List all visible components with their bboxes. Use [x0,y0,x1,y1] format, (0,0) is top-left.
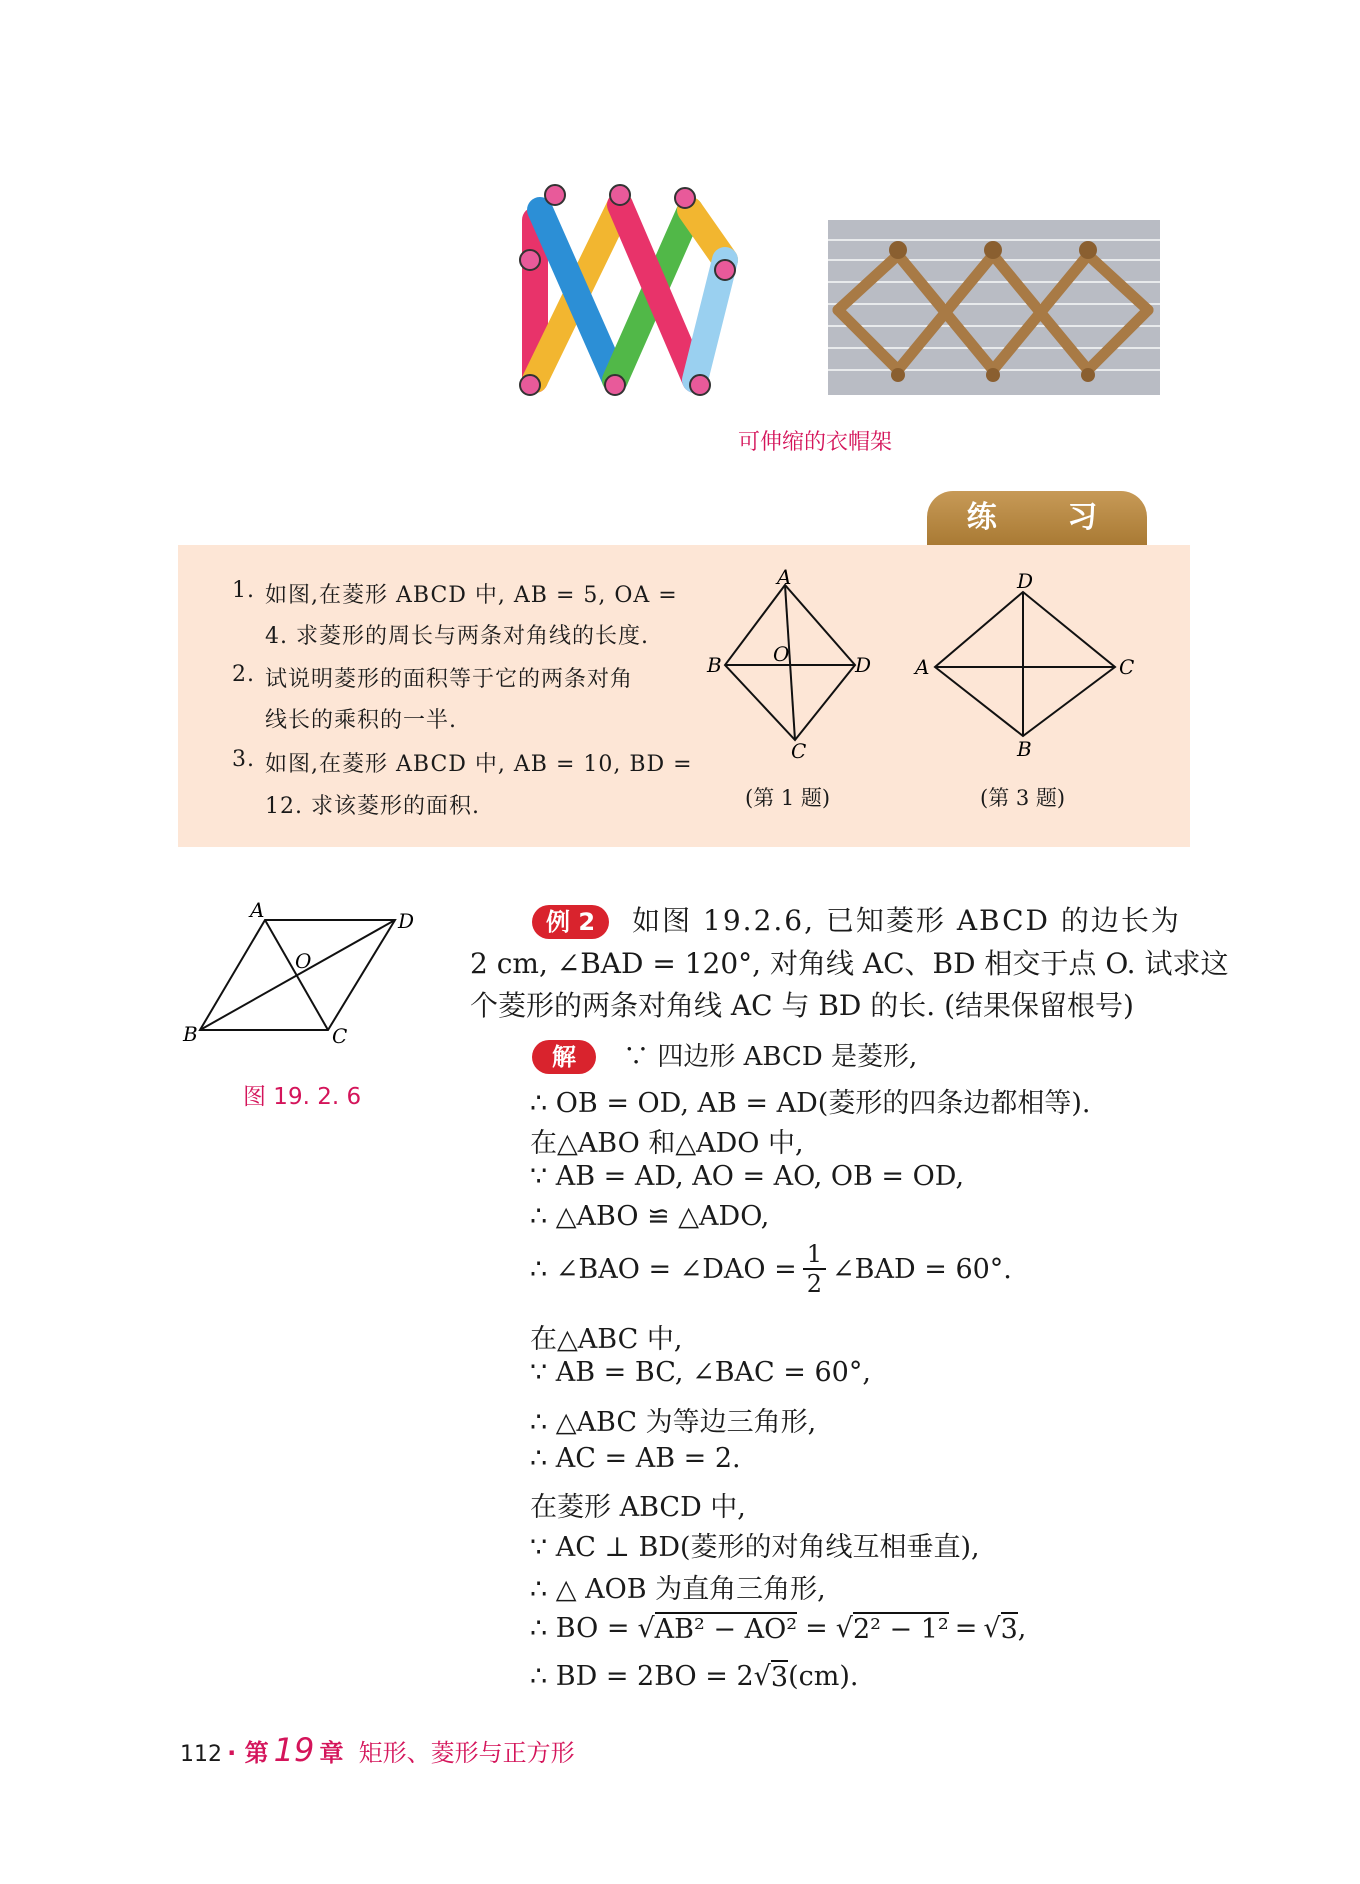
chapter-number: 19 [273,1731,315,1769]
solution-line-7: ∴ △ABC 为等边三角形, [530,1407,817,1438]
example-line-3: 个菱形的两条对角线 AC 与 BD 的长. (结果保留根号) [470,989,1134,1022]
exercise-3-line-1: 如图,在菱形 ABCD 中, AB = 10, BD = [265,752,693,777]
chapter-title: 矩形、菱形与正方形 [358,1739,575,1767]
photo-caption: 可伸缩的衣帽架 [738,430,893,455]
example-label-a: A [250,898,265,922]
fig1-label-c: C [791,739,807,763]
fraction-line-post: ∠BAD = 60°. [832,1253,1012,1285]
fig1-label-b: B [707,653,722,677]
exercise-1-number: 1. [232,578,255,603]
sqrt-line-pre: ∴ BO = [530,1613,630,1644]
exercise-1-line-2: 4. 求菱形的周长与两条对角线的长度. [265,624,649,649]
example-label-o: O [295,949,312,973]
solution-sqrt-line [530,1612,1026,1645]
solution-line-1: ∴ OB = OD, AB = AD(菱形的四条边都相等). [530,1088,1091,1119]
solution-fraction-line [530,1240,1012,1298]
example-label-d: D [398,909,415,933]
exercise-3-figure-caption: (第 3 题) [980,786,1066,810]
sqrt-radicand-1: AB² − AO² [654,1614,798,1645]
fig3-label-a: A [915,655,930,679]
sqrt-line-mid: = [805,1613,828,1644]
wooden-hat-rack-photo [828,220,1160,395]
solution-line-9: 在菱形 ABCD 中, [530,1492,746,1523]
solution-line-3: ∵ AB = AD, AO = AO, OB = OD, [530,1161,965,1192]
solution-first-text: ∵ 四边形 ABCD 是菱形, [623,1042,918,1072]
fraction-numerator: 1 [803,1240,826,1270]
solution-badge: 解 [532,1040,596,1074]
fig3-label-b: B [1017,737,1032,761]
example-badge: 例 2 [532,905,609,939]
sqrt-line-post: , [1017,1613,1027,1644]
final-radical: √ [753,1661,771,1692]
exercise-1-figure-caption: (第 1 题) [745,786,831,810]
example-figure [180,895,420,1048]
fraction [803,1240,826,1298]
exercise-3-number: 3. [232,747,255,772]
exercise-3-line-2: 12. 求该菱形的面积. [265,794,480,819]
solution-line-4: ∴ △ABO ≌ △ADO, [530,1201,770,1232]
example-label-b: B [183,1022,198,1046]
sqrt-radicand-2: 2² − 1² [852,1614,949,1645]
sqrt-radicand-3: 3 [1000,1614,1018,1645]
solution-line-6: ∵ AB = BC, ∠BAC = 60°, [530,1357,871,1388]
solution-line-10: ∵ AC ⊥ BD(菱形的对角线互相垂直), [530,1532,980,1563]
fig3-label-c: C [1119,655,1135,679]
sqrt-radical-2: √ [835,1613,853,1644]
example-line-2: 2 cm, ∠BAD = 120°, 对角线 AC、BD 相交于点 O. 试求这 [470,947,1229,980]
fig3-label-d: D [1017,569,1034,593]
chapter-prefix: · 第 [227,1739,269,1767]
colorful-hat-rack-photo [495,180,745,410]
practice-tab: 练 习 [927,491,1147,545]
final-line-post: (cm). [788,1661,859,1692]
solution-line-5: 在△ABC 中, [530,1324,683,1355]
example-line-1: 如图 19.2.6, 已知菱形 ABCD 的边长为 [632,904,1181,937]
exercise-2-line-2: 线长的乘积的一半. [265,708,457,733]
solution-final-line [530,1660,858,1693]
example-figure-caption: 图 19. 2. 6 [243,1084,362,1110]
example-first-line [532,899,1181,939]
fraction-denominator: 2 [806,1270,823,1298]
fig1-label-a: A [777,565,792,589]
solution-line-11: ∴ △ AOB 为直角三角形, [530,1574,826,1605]
sqrt-radical-1: √ [637,1613,655,1644]
fraction-line-pre: ∴ ∠BAO = ∠DAO = [530,1253,797,1285]
solution-line-2: 在△ABO 和△ADO 中, [530,1128,804,1159]
sqrt-line-eq: = [954,1613,978,1644]
exercise-2-line-1: 试说明菱形的面积等于它的两条对角 [265,667,634,692]
chapter-suffix: 章 [319,1739,344,1767]
fig1-label-d: D [855,653,872,677]
final-radicand: 3 [770,1662,789,1693]
solution-first-line [532,1036,917,1074]
page-footer [180,1731,575,1769]
solution-line-8: ∴ AC = AB = 2. [530,1443,741,1474]
example-label-c: C [332,1024,348,1048]
exercise-1-figure [707,565,872,763]
sqrt-radical-3: √ [983,1613,1001,1644]
page-number: 112 [180,1742,222,1767]
final-line-pre: ∴ BD = 2BO = 2 [530,1661,754,1692]
exercise-2-number: 2. [232,662,255,687]
exercise-3-figure [915,570,1135,760]
exercise-1-line-1: 如图,在菱形 ABCD 中, AB = 5, OA = [265,583,678,608]
fig1-label-o: O [773,642,790,666]
